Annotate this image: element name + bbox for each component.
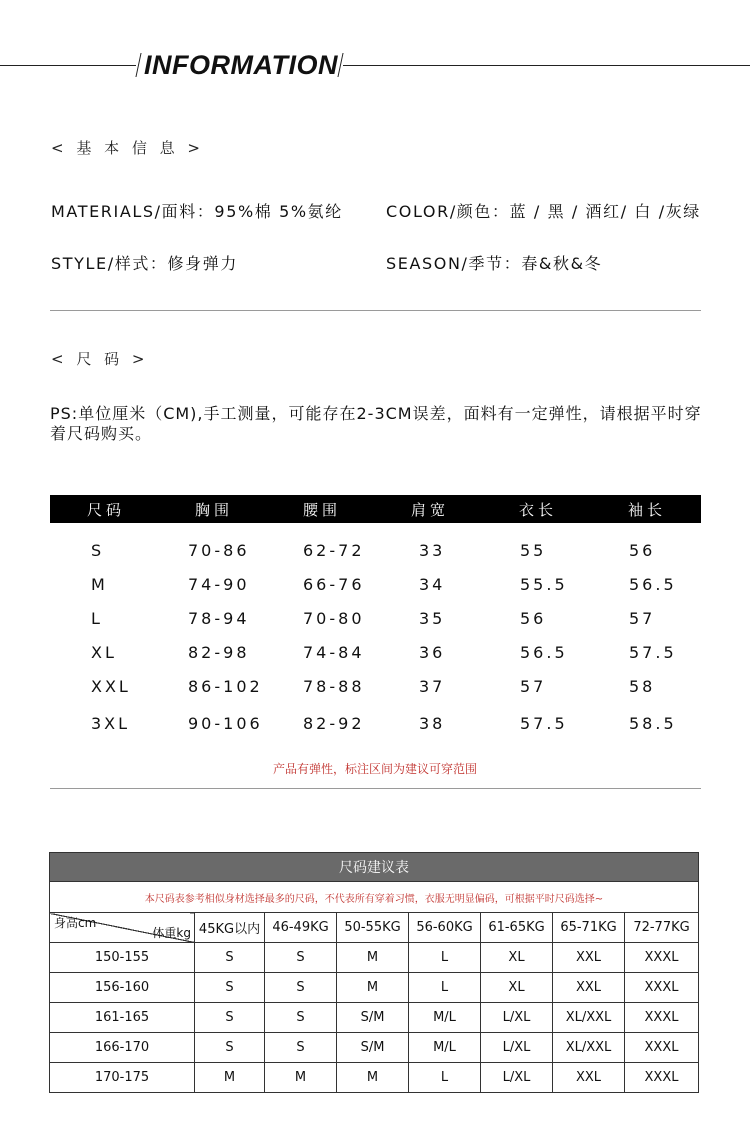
height-cell: 161-165 [50,1003,195,1033]
size-cell: L [91,609,103,628]
size-cell: 56 [629,541,656,560]
header-chest: 胸围 [195,501,234,519]
size-cell: XL [91,643,117,662]
size-cell: 56 [520,609,547,628]
measurement-note: PS:单位厘米（CM),手工测量，可能存在2-3CM误差，面料有一定弹性，请根据平时穿着尺码购买。 [50,404,702,443]
table-row [50,943,699,973]
rec-cell: XXL [553,1063,625,1093]
size-cell: 3XL [91,714,131,733]
rec-cell: L [409,1063,481,1093]
height-cell: 156-160 [50,973,195,1003]
style-info: STYLE/样式：修身弹力 [51,254,238,273]
rec-cell: M/L [409,1003,481,1033]
size-cell: 34 [419,575,446,594]
size-recommendation-table [49,852,699,1093]
rec-cell: L [409,973,481,1003]
header-line-right [343,65,750,66]
rec-cell: XXXL [625,943,699,973]
size-label: < 尺 码 > [51,350,149,368]
weight-header: 56-60KG [409,913,481,943]
header-line-left [0,65,136,66]
size-cell: 57.5 [629,643,677,662]
size-cell: 57.5 [520,714,568,733]
rec-cell: S [195,973,265,1003]
weight-axis-label: 体重kg [152,926,191,940]
rec-cell: S [195,943,265,973]
rec-cell: S [195,1003,265,1033]
weight-header: 46-49KG [265,913,337,943]
header-waist: 腰围 [303,501,342,519]
rec-cell: S [265,1033,337,1063]
height-cell: 166-170 [50,1033,195,1063]
size-cell: 36 [419,643,446,662]
header-size: 尺码 [87,501,126,519]
size-cell: 58 [629,677,656,696]
corner-cell [50,913,195,943]
size-cell: 56.5 [629,575,677,594]
size-cell: 78-88 [303,677,365,696]
height-axis-label: 身高cm [54,916,97,930]
size-cell: 90-106 [188,714,263,733]
rec-cell: XL/XXL [553,1033,625,1063]
page-title: INFORMATION [144,50,338,80]
size-cell: 70-80 [303,609,365,628]
rec-cell: XXXL [625,1063,699,1093]
header-sleeve: 袖长 [628,501,667,519]
rec-cell: XXXL [625,1003,699,1033]
rec-cell: XL [481,943,553,973]
size-cell: 70-86 [188,541,250,560]
size-cell: 78-94 [188,609,250,628]
rec-cell: XL [481,973,553,1003]
color-info: COLOR/颜色：蓝 / 黑 / 酒红/ 白 /灰绿 [386,202,701,221]
basic-info-label: < 基 本 信 息 > [51,139,204,157]
size-cell: 57 [629,609,656,628]
table-row [50,1063,699,1093]
recommendation-title: 尺码建议表 [50,853,699,882]
weight-header: 50-55KG [337,913,409,943]
divider-2 [50,788,701,789]
materials-info: MATERIALS/面料：95%棉 5%氨纶 [51,202,343,221]
size-cell: 57 [520,677,547,696]
rec-cell: S/M [337,1003,409,1033]
size-cell: 55.5 [520,575,568,594]
recommendation-note: 本尺码表参考相似身材选择最多的尺码，不代表所有穿着习惯，衣服无明显偏码，可根据平时尺码选择~ [50,882,699,913]
rec-cell: M [265,1063,337,1093]
rec-cell: S [265,1003,337,1033]
size-cell: XXL [91,677,131,696]
rec-cell: L [409,943,481,973]
size-cell: 62-72 [303,541,365,560]
weight-header: 72-77KG [625,913,699,943]
rec-cell: S/M [337,1033,409,1063]
rec-cell: L/XL [481,1033,553,1063]
size-table-header [50,495,701,523]
rec-cell: S [265,943,337,973]
rec-cell: L/XL [481,1063,553,1093]
size-cell: 58.5 [629,714,677,733]
rec-cell: XXXL [625,973,699,1003]
weight-header: 45KG以内 [195,913,265,943]
size-cell: 35 [419,609,446,628]
table-row [50,973,699,1003]
size-cell: 74-84 [303,643,365,662]
size-cell: M [91,575,108,594]
rec-cell: M [337,1063,409,1093]
size-cell: 86-102 [188,677,263,696]
rec-cell: M [195,1063,265,1093]
table-row [50,1003,699,1033]
rec-cell: S [265,973,337,1003]
size-cell: 82-98 [188,643,250,662]
size-cell: 82-92 [303,714,365,733]
rec-cell: M/L [409,1033,481,1063]
divider-1 [50,310,701,311]
header-shoulder: 肩宽 [411,501,450,519]
size-cell: 56.5 [520,643,568,662]
rec-cell: S [195,1033,265,1063]
weight-header: 65-71KG [553,913,625,943]
size-cell: S [91,541,105,560]
header-length: 衣长 [519,501,558,519]
height-cell: 170-175 [50,1063,195,1093]
rec-cell: XL/XXL [553,1003,625,1033]
rec-cell: L/XL [481,1003,553,1033]
rec-cell: XXL [553,943,625,973]
size-cell: 38 [419,714,446,733]
size-cell: 33 [419,541,446,560]
header-bar-left [135,53,141,77]
rec-cell: XXL [553,973,625,1003]
table-row [50,1033,699,1063]
rec-cell: XXXL [625,1033,699,1063]
height-cell: 150-155 [50,943,195,973]
season-info: SEASON/季节：春&秋&冬 [386,254,603,273]
weight-header: 61-65KG [481,913,553,943]
size-cell: 55 [520,541,547,560]
rec-cell: M [337,973,409,1003]
rec-cell: M [337,943,409,973]
elasticity-note: 产品有弹性，标注区间为建议可穿范围 [272,762,477,776]
size-cell: 37 [419,677,446,696]
size-cell: 74-90 [188,575,250,594]
size-cell: 66-76 [303,575,365,594]
